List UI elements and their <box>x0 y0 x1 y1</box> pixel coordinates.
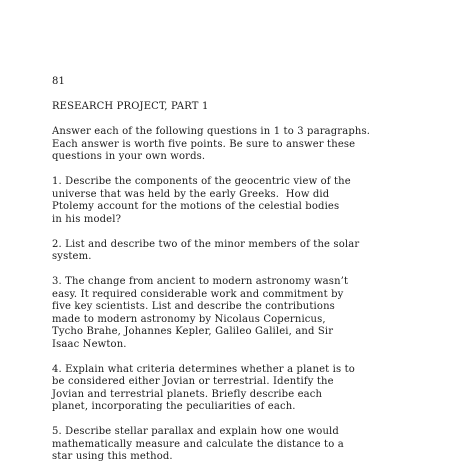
question-line: 4. Explain what criteria determines whether a planet is to <box>52 363 355 375</box>
document-text <box>52 76 432 464</box>
question-line: easy. It required considerable work and commitment by <box>52 288 344 300</box>
page-heading: RESEARCH PROJECT, PART 1 <box>52 101 209 112</box>
intro-line: Each answer is worth five points. Be sure to answer these <box>52 138 356 150</box>
question-1 <box>52 176 432 226</box>
question-line: Ptolemy account for the motions of the celestial bodies <box>52 201 340 212</box>
spacer <box>52 89 432 102</box>
spacer <box>52 226 432 239</box>
question-line: system. <box>52 251 92 262</box>
question-line: Tycho Brahe, Johannes Kepler, Galileo Galilei, and Sir <box>52 326 334 337</box>
question-line: star using this method. <box>52 451 173 462</box>
page-number: 81 <box>52 76 66 87</box>
question-line: Jovian and terrestrial planets. Briefly describe each <box>52 388 323 400</box>
question-line: be considered either Jovian or terrestrial. Identify the <box>52 376 334 387</box>
question-4 <box>52 364 432 414</box>
question-line: 3. The change from ancient to modern astronomy wasn’t <box>52 276 349 287</box>
intro-line: questions in your own words. <box>52 151 206 162</box>
question-line: 2. List and describe two of the minor members of the solar <box>52 238 360 250</box>
spacer <box>52 164 432 177</box>
question-3 <box>52 276 432 351</box>
spacer <box>52 351 432 364</box>
question-line: Isaac Newton. <box>52 338 127 350</box>
question-line: mathematically measure and calculate the distance to a <box>52 438 344 450</box>
question-line: 5. Describe stellar parallax and explain how one would <box>52 426 339 437</box>
spacer <box>52 264 432 277</box>
question-line: universe that was held by the early Greeks. How did <box>52 188 330 200</box>
question-5 <box>52 426 432 464</box>
intro-paragraph <box>52 126 432 164</box>
question-line: planet, incorporating the peculiarities of each. <box>52 401 296 412</box>
intro-line: Answer each of the following questions in 1 to 3 paragraphs. <box>52 126 371 137</box>
question-line: in his model? <box>52 213 122 225</box>
spacer <box>52 114 432 127</box>
question-line: 1. Describe the components of the geocentric view of the <box>52 176 351 187</box>
question-line: five key scientists. List and describe the contributions <box>52 301 335 312</box>
spacer <box>52 414 432 427</box>
question-line: made to modern astronomy by Nicolaus Copernicus, <box>52 313 326 325</box>
question-2 <box>52 239 432 264</box>
